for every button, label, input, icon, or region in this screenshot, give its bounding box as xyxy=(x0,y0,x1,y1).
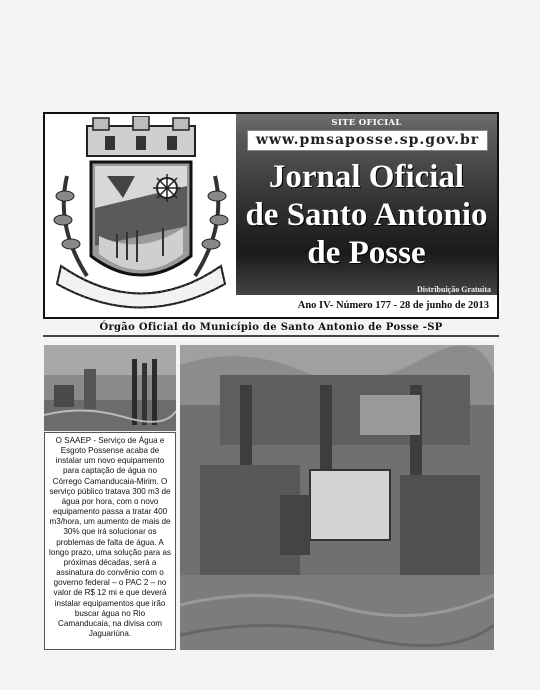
pipe-installation-image xyxy=(44,345,176,431)
article-caption: O SAAEP - Serviço de Água e Esgoto Possense acaba de instalar um novo equipamento para captação de água no Córrego Camanducaia-Mirim. O serviço público tratava 300 m3 de água por hora, com o novo equipamento passa a tratar 400 m3/hora, um aumento de mais de 30% que irá solucionar os problemas de falta de água. A longo prazo, uma solução para as próximas décadas, será a assinatura do convênio com o governo federal – o PAC 2 – no valor de R$ 12 mi e que deverá instalar equipamentos que irão buscar água no Rio Camanducaia, na divisa com Jaguariúna. xyxy=(44,432,176,650)
organ-subtitle: Órgão Oficial do Município de Santo Antonio de Posse -SP xyxy=(99,322,443,333)
distribution-label: Distribuição Gratuita xyxy=(417,285,491,294)
coat-of-arms-icon xyxy=(47,116,235,316)
intake-station-photo xyxy=(180,345,494,650)
journal-title-line: Jornal Oficial xyxy=(268,159,465,195)
water-intake-image xyxy=(180,345,494,650)
site-label: SITE OFICIAL xyxy=(331,118,402,128)
equipment-photo xyxy=(44,345,176,431)
journal-title-line: de Santo Antonio xyxy=(245,197,488,233)
title-panel xyxy=(236,114,497,317)
municipal-crest xyxy=(47,116,235,316)
issue-info: Ano IV- Número 177 - 28 de junho de 2013 xyxy=(297,300,489,311)
journal-title-line: de Posse xyxy=(307,235,426,271)
issue-bar xyxy=(236,295,497,317)
header-divider xyxy=(43,335,499,337)
journal-title xyxy=(236,158,497,272)
site-url-link[interactable]: www.pmsaposse.sp.gov.br xyxy=(247,130,488,151)
masthead xyxy=(43,112,499,319)
